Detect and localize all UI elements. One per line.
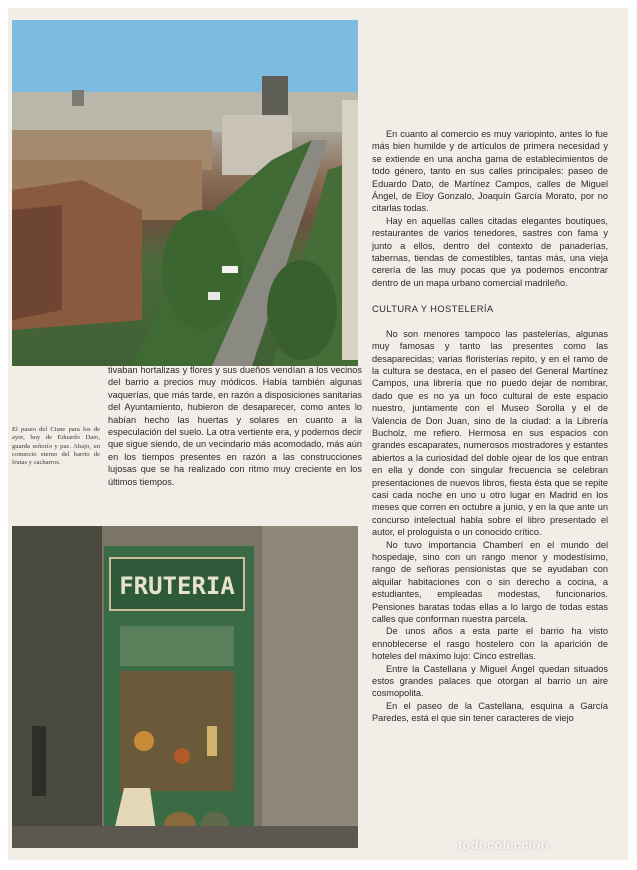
paragraph-hotels: De unos años a esta parte el barrio ha visto ennoblecerse el rasgo hostelero con la aparición de hoteles del máximo lujo: Cinco estrellas.	[372, 626, 608, 662]
paragraph-lodging: No tuvo importancia Chamberí en el mundo del hospedaje, sino con un rango menor y modestísimo, rango de señoras pensionistas que se ayudaban con alquilar habitaciones con o sin derecho a cocina, a estudiantes, empleadas modestas, funcionarios. Pensiones baratas todas ellas a lo largo de todas estas calles que conforman nuestra parcela.	[372, 539, 608, 625]
paragraph-castellana: En el paseo de la Castellana, esquina a García Paredes, está el que sin tener caracteres de viejo	[372, 700, 608, 724]
aerial-photo-drawing	[12, 20, 358, 366]
fruit-shop-photo	[12, 526, 358, 848]
paragraph-palaces: Entre la Castellana y Miguel Ángel quedan situados estos grandes palaces que otorgan al barrio un aire cosmopolita.	[372, 663, 608, 699]
shop-sign-text: FRUTERIA	[119, 572, 235, 600]
paragraph-commerce: En cuanto al comercio es muy variopinto, antes lo fue más bien humilde y de artículos de primera necesidad y se extiende en una ancha gama de establecimientos de todo género, tanto en sus calles principales: paseo de Eduardo Dato, de Martínez Campos, calles de Miguel Ángel, de Eloy Gonzalo, Joaquín García Morato, por no citarlas todas.	[372, 129, 608, 214]
paragraph-culture: No son menores tampoco las pastelerías, algunas muy famosas y tanto las presentes como las desaparecidas; varias floristerías repito, y en el ramo de la cultura se destaca, en el paseo del General Martínez Campos, una librería que no puedo dejar de nombrar, dado que es no ya un foco cultural de este espacio nuestro, juntamente con el Museo Sorolla y el de Valencia de Don Juan, sino de la ciudad: a la Librería Bucholz, me refiero. Hermosa en sus espacios con grandes escaparates, numerosos mostradores y estantes abiertos a la curiosidad del doble ojear de los que entran en ella y donde con singular frecuencia se celebran presentaciones de nuevos libros, fiesta ésta que se repite casi cada noche en uno u otro lugar en Madrid en los meses que corren en octubre a junio, y en la que ante un concurso intelectual habla sobre el libro presentado el autor, el prologuista o un conocido crítico.	[372, 328, 608, 538]
left-paragraph: tivaban hortalizas y flores y sus dueños vendían a los vecinos del barrio a precios muy módicos. Había también algunas vaquerías, que más tarde, en razón a disposiciones sanitarias del Ayuntamiento, hubieron de desaparecer, como antes lo habían hecho las huertas y solares en cuanto a la especulación del suelo. La otra vertiente era, y podemos decir que sigue siendo, de un vecindario más acomodado, más aún en los tiempos presentes en razón a las construcciones lujosas que se ha realizado con ritmo muy creciente en los últimos tiempos.	[108, 365, 362, 487]
left-column	[108, 364, 362, 488]
section-heading: CULTURA Y HOSTELERÍA	[372, 303, 494, 315]
watermark: todocoleccion	[458, 837, 549, 852]
paragraph-boutiques: Hay en aquellas calles citadas elegantes boutiques, restaurantes de varios tenedores, sastres con fama y junto a ellos, dentro del contexto de panaderías, tabernas, tiendas de comestibles, tantas más, una vieja cerería de las muy pocas que ya podemos encontrar dentro de un mapa urbano comercial madrileño.	[372, 215, 608, 288]
photo-caption: El paseo del Cisne para los de ayer, hoy de Eduardo Dato, guarda señorío y paz. Abajo, un comercio eterno del barrio de frutas y cacharros.	[12, 426, 100, 467]
aerial-city-photo	[12, 20, 358, 366]
shop-photo-drawing	[12, 526, 358, 848]
right-column	[372, 128, 608, 725]
